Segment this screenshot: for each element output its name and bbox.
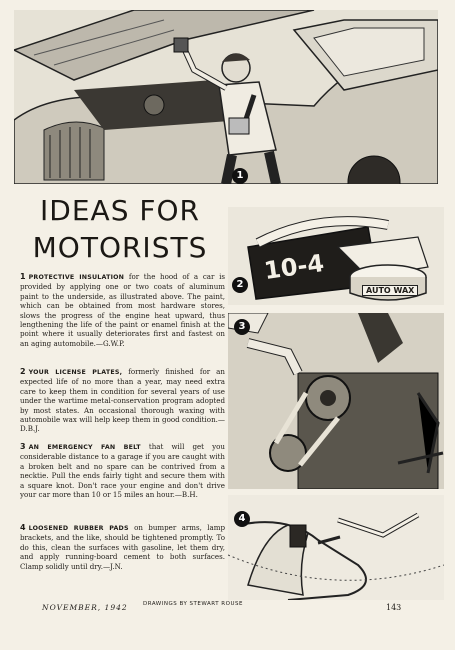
- figure-number-3: 3: [234, 319, 250, 335]
- item-lead: AN EMERGENCY FAN BELT: [28, 444, 141, 451]
- item-text: that will get you considerable distance to a garage if you are caught with a broken belt and no spare can be contrived from a necktie. Pull the ends fairly tight and secure them with a square knot. Don't race your engine and don't drive your car more than 10 or 15 miles an hour.—B.H.: [20, 442, 225, 500]
- item-text: formerly finished for an expected life of no more than a year, may need extra care to keep them in condition for several years of use under the wartime metal-conservation program adopted by most states. An occasional thorough waxing with automobile wax will help keep them in good condition.—D.B.J.: [20, 367, 225, 434]
- item-number: 2: [20, 367, 26, 376]
- item-text: on bumper arms, lamp brackets, and the like, should be tightened promptly. To do this, clean the surfaces with gasoline, let them dry, and apply running-board cement to both surfaces. Clamp solidly until dry.—J.N.: [20, 523, 225, 571]
- article-item-2: [20, 367, 225, 434]
- license-plate-waxing-illustration: [228, 207, 444, 305]
- article-item-3: [20, 442, 225, 499]
- item-number: 4: [20, 523, 26, 532]
- license-plate-number: 10-4: [262, 248, 326, 286]
- auto-wax-label: AUTO WAX: [362, 285, 418, 296]
- hood-insulation-illustration: [14, 10, 438, 184]
- figure-number-4: 4: [234, 511, 250, 527]
- headline: IDEAS FOR MOTORISTS: [32, 194, 208, 264]
- page-number: 143: [386, 603, 402, 612]
- rubber-pad-clamp-illustration: [228, 495, 444, 600]
- figure-number-1: 1: [232, 168, 248, 184]
- item-text: for the hood of a car is provided by applying one or two coats of aluminum paint to the underside, as illustrated above. The paint, which can be obtained from most hardware stores, slows the progress of the engine heat upward, thus lengthening the life of the paint or enamel finish at the point where it usually deteriorates first and fastest on an aging automobile.—G.W.P.: [20, 272, 225, 348]
- illustration-credit: DRAWINGS BY STEWART ROUSE: [143, 601, 243, 607]
- item-number: 1: [20, 272, 26, 281]
- item-number: 3: [20, 442, 26, 451]
- item-lead: YOUR LICENSE PLATES,: [28, 369, 123, 376]
- item-lead: LOOSENED RUBBER PADS: [28, 525, 129, 532]
- issue-date: NOVEMBER, 1942: [42, 603, 128, 612]
- figure-number-2: 2: [232, 277, 248, 293]
- article-item-4: [20, 523, 225, 571]
- necktie-fan-belt-illustration: [228, 313, 444, 489]
- article-item-1: [20, 272, 225, 348]
- item-lead: PROTECTIVE INSULATION: [28, 274, 125, 281]
